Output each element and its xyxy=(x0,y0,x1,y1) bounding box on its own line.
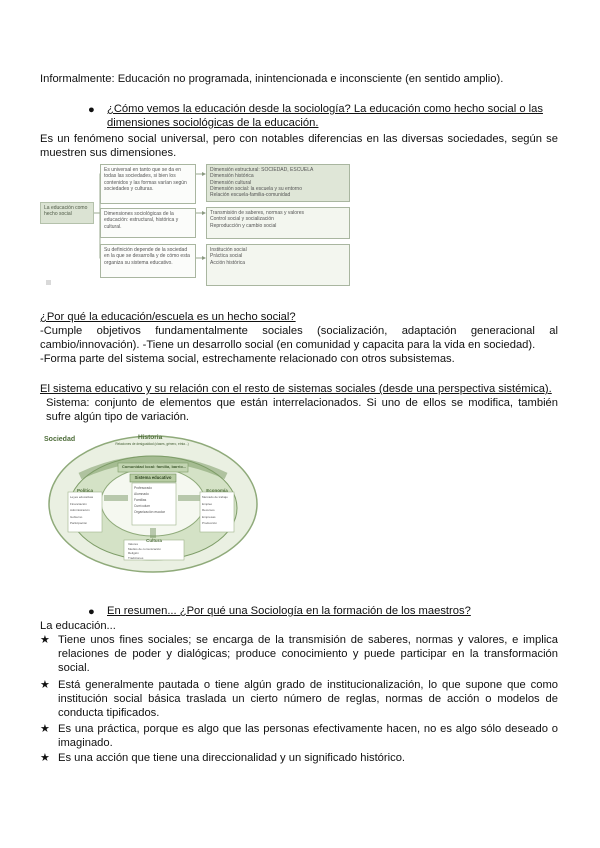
heading-why-social-fact: ¿Por qué la educación/escuela es un hecho social? xyxy=(40,311,296,323)
politics-items: Leyes educativas Financiación Administración Gobierno Participación xyxy=(70,495,94,525)
star-marker-1: ★ xyxy=(40,634,50,646)
concept-mid-2: Dimensiones sociológicas de la educación: estructural, histórica y cultural. xyxy=(100,208,196,238)
bullet-marker-2: ● xyxy=(88,606,95,618)
heading-sociology-view: ¿Cómo vemos la educación desde la sociología? La educación como hecho social o las dimensiones sociológicas de la educación. xyxy=(107,103,543,129)
concept-root: La educación como hecho social xyxy=(40,202,94,224)
la-educacion-label: La educación... xyxy=(40,620,116,632)
label-economy: Economía xyxy=(206,488,228,493)
star-marker-3: ★ xyxy=(40,723,50,735)
star-item-4: Es una acción que tiene una direccionalidad y un significado histórico. xyxy=(58,752,406,764)
star-item-3: Es una práctica, porque es algo que las personas efectivamente hacen, no es algo sólo deseado o imaginado. xyxy=(58,723,558,749)
label-society: Sociedad xyxy=(44,436,76,443)
bullet-marker: ● xyxy=(88,104,95,116)
star-item-1: Tiene unos fines sociales; se encarga de la transmisión de saberes, normas y valores, e implica relaciones de poder y dialógicas; produce conocimiento y puede participar en la transformación social. xyxy=(58,634,558,674)
label-educational-system: Sistema educativo xyxy=(134,475,172,480)
center-items: Profesorado Alumnado Familias Currículum Organización escolar xyxy=(134,486,165,514)
concept-mid-1: Es universal en tanto que se da en todas las sociedades, si bien los contenidos y las formas varían según sociedades y culturas. xyxy=(100,164,196,204)
label-community: Comunidad local: familia, barrio... xyxy=(121,464,187,469)
label-politics: Política xyxy=(76,488,93,493)
social-phenomenon-paragraph: Es un fenómeno social universal, pero con notables diferencias en las diversas sociedades, según se muestren sus dimensiones. xyxy=(40,133,558,159)
concept-right-3: Institución social Práctica social Acción histórica xyxy=(206,244,350,286)
social-system-diagram xyxy=(40,428,258,574)
star-item-2: Está generalmente pautada o tiene algún grado de institucionalización, lo que supone que como institución social básica traslada un cierto número de reglas, normas de acción o modelos de conducta tipificados. xyxy=(58,679,558,719)
concept-mid-3: Su definición depende de la sociedad en la que se desarrolla y de cómo esta organiza su sistema educativo. xyxy=(100,244,196,278)
why-social-fact-body: -Cumple objetivos fundamentalmente sociales (socialización, adaptación generacional al cambio/innovación). -Tiene un desarrollo social (en comunidad y capacita para la vida en sociedad). xyxy=(40,325,558,351)
why-social-fact-line3: -Forma parte del sistema social, estrechamente relacionado con otros subsistemas. xyxy=(40,353,455,365)
system-definition: Sistema: conjunto de elementos que están interrelacionados. Si uno de ellos se modifica, también sufre algún tipo de variación. xyxy=(46,397,558,423)
informal-definition: Informalmente: Educación no programada, inintencionada e inconsciente (en sentido amplio). xyxy=(40,73,504,85)
label-culture: Cultura xyxy=(146,538,162,543)
star-marker-4: ★ xyxy=(40,752,50,764)
concept-right-2: Transmisión de saberes, normas y valores Control social y socialización Reproducción y cambio social xyxy=(206,207,350,239)
heading-summary: En resumen... ¿Por qué una Sociología en la formación de los maestros? xyxy=(107,605,471,617)
label-inequality: Relaciones de desigualdad (clases, género, etnia...) xyxy=(115,442,189,446)
concept-map xyxy=(40,162,352,288)
label-history: Historia xyxy=(138,434,163,441)
heading-educational-system: El sistema educativo y su relación con el resto de sistemas sociales (desde una perspectiva sistémica). xyxy=(40,383,552,395)
concept-right-1: Dimensión estructural: SOCIEDAD, ESCUELA Dimensión histórica Dimensión cultural Dimensión social: la escuela y su entorno Relación escuela-familia-comunidad xyxy=(206,164,350,202)
culture-items: Valores Medios de comunicación Religión Tradiciones xyxy=(128,542,162,560)
economy-items: Mercado de trabajo Empleo Recursos Empresas Producción xyxy=(202,495,228,525)
small-square-marker xyxy=(46,280,51,285)
star-marker-2: ★ xyxy=(40,679,50,691)
